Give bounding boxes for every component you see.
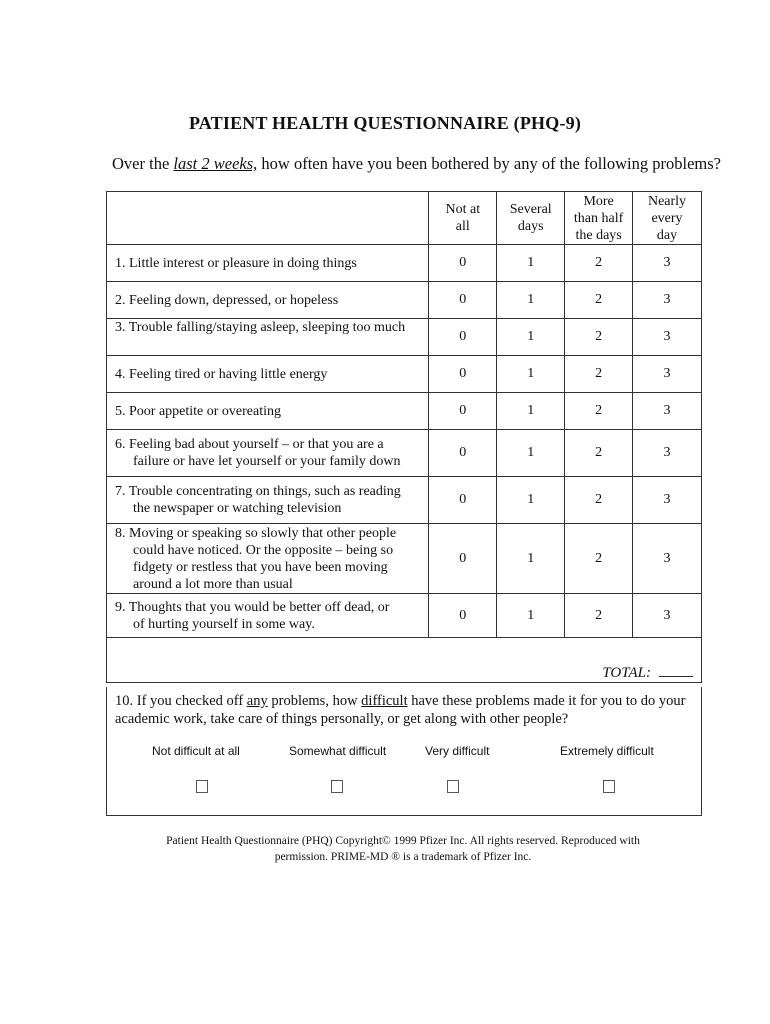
question-line: 1. Little interest or pleasure in doing things xyxy=(115,255,357,271)
checkbox-not-difficult[interactable] xyxy=(196,780,208,793)
instructions xyxy=(112,154,721,174)
question-10-text: 10. If you checked off any problems, how difficult have these problems made it for you to do your academic work, take care of things personally, or get along with other people? xyxy=(115,693,686,727)
checkbox-very-difficult[interactable] xyxy=(447,780,459,793)
checkbox-extremely-difficult[interactable] xyxy=(603,780,615,793)
instructions-emphasis: last 2 weeks, xyxy=(173,154,258,173)
score-option[interactable]: 0 xyxy=(429,477,497,524)
question-line: 4. Feeling tired or having little energy xyxy=(115,366,328,382)
score-option[interactable]: 0 xyxy=(429,319,497,356)
score-option[interactable]: 1 xyxy=(497,282,565,319)
header-row xyxy=(107,192,702,245)
score-option[interactable]: 2 xyxy=(565,594,633,638)
score-option[interactable]: 3 xyxy=(633,356,702,393)
question-text xyxy=(107,430,429,477)
footer-line-1: Patient Health Questionnaire (PHQ) Copyright© 1999 Pfizer Inc. All rights reserved. Reproduced with xyxy=(166,835,640,847)
page-title: PATIENT HEALTH QUESTIONNAIRE (PHQ-9) xyxy=(188,113,582,133)
score-option[interactable]: 0 xyxy=(429,282,497,319)
instructions-rest: how often have you been bothered by any of the following problems? xyxy=(257,154,721,173)
question-row xyxy=(107,430,702,477)
option-very-difficult: Very difficult xyxy=(425,744,490,758)
score-option[interactable]: 1 xyxy=(497,477,565,524)
question-line: 8. Moving or speaking so slowly that other people xyxy=(115,525,397,541)
question-row xyxy=(107,524,702,594)
total-row xyxy=(107,638,702,683)
question-line: 3. Trouble falling/staying asleep, sleeping too much xyxy=(115,320,406,335)
score-option[interactable]: 3 xyxy=(633,430,702,477)
score-option[interactable]: 3 xyxy=(633,282,702,319)
question-line: failure or have let yourself or your family down xyxy=(133,454,401,469)
question-text xyxy=(107,319,429,356)
score-option[interactable]: 2 xyxy=(565,393,633,430)
score-option[interactable]: 2 xyxy=(565,245,633,282)
score-option[interactable]: 1 xyxy=(497,319,565,356)
score-option[interactable]: 2 xyxy=(565,282,633,319)
score-option[interactable]: 0 xyxy=(429,594,497,638)
question-text xyxy=(107,393,429,430)
question-text xyxy=(107,524,429,594)
question-line: 9. Thoughts that you would be better off dead, or xyxy=(115,599,390,615)
question-text xyxy=(107,245,429,282)
question-line: 7. Trouble concentrating on things, such as reading xyxy=(115,484,401,499)
header-blank-cell xyxy=(107,192,429,245)
score-option[interactable]: 0 xyxy=(429,430,497,477)
score-option[interactable]: 3 xyxy=(633,245,702,282)
question-10-box xyxy=(106,687,702,816)
score-option[interactable]: 0 xyxy=(429,245,497,282)
question-line: of hurting yourself in some way. xyxy=(133,616,315,632)
question-line: the newspaper or watching television xyxy=(133,501,342,516)
column-header-several-days: Several days xyxy=(497,192,565,245)
copyright-footer xyxy=(106,833,700,865)
question-row xyxy=(107,245,702,282)
score-option[interactable]: 1 xyxy=(497,524,565,594)
score-option[interactable]: 2 xyxy=(565,524,633,594)
score-option[interactable]: 0 xyxy=(429,393,497,430)
score-option[interactable]: 3 xyxy=(633,477,702,524)
column-header-nearly-every-day: Nearly every day xyxy=(633,192,702,245)
question-line: 5. Poor appetite or overeating xyxy=(115,403,282,419)
column-header-not-at-all: Not at all xyxy=(429,192,497,245)
score-option[interactable]: 1 xyxy=(497,430,565,477)
total-label: TOTAL: xyxy=(602,665,651,681)
question-text xyxy=(107,477,429,524)
question-line: around a lot more than usual xyxy=(133,576,293,592)
score-option[interactable]: 1 xyxy=(497,245,565,282)
question-line: 2. Feeling down, depressed, or hopeless xyxy=(115,292,339,308)
score-option[interactable]: 2 xyxy=(565,356,633,393)
option-extremely-difficult: Extremely difficult xyxy=(560,744,654,758)
total-cell xyxy=(107,638,702,683)
score-option[interactable]: 2 xyxy=(565,430,633,477)
question-line: could have noticed. Or the opposite – being so xyxy=(133,542,394,558)
questionnaire-table xyxy=(106,191,702,683)
score-option[interactable]: 0 xyxy=(429,356,497,393)
question-text xyxy=(107,356,429,393)
footer-line-2: permission. PRIME-MD ® is a trademark of Pfizer Inc. xyxy=(274,851,532,863)
total-blank[interactable] xyxy=(659,676,693,677)
question-text xyxy=(107,594,429,638)
question-line: fidgety or restless that you have been moving xyxy=(133,559,388,575)
question-row xyxy=(107,477,702,524)
question-text xyxy=(107,282,429,319)
score-option[interactable]: 1 xyxy=(497,393,565,430)
score-option[interactable]: 3 xyxy=(633,594,702,638)
question-row xyxy=(107,319,702,356)
checkbox-somewhat-difficult[interactable] xyxy=(331,780,343,793)
option-somewhat-difficult: Somewhat difficult xyxy=(289,744,387,758)
score-option[interactable]: 1 xyxy=(497,356,565,393)
score-option[interactable]: 1 xyxy=(497,594,565,638)
question-row xyxy=(107,393,702,430)
score-option[interactable]: 2 xyxy=(565,319,633,356)
option-not-difficult: Not difficult at all xyxy=(152,744,240,758)
score-option[interactable]: 2 xyxy=(565,477,633,524)
question-row xyxy=(107,356,702,393)
question-line: 6. Feeling bad about yourself – or that you are a xyxy=(115,437,384,452)
score-option[interactable]: 0 xyxy=(429,524,497,594)
instructions-lead: Over the xyxy=(112,154,174,173)
score-option[interactable]: 3 xyxy=(633,524,702,594)
question-row xyxy=(107,282,702,319)
score-option[interactable]: 3 xyxy=(633,319,702,356)
score-option[interactable]: 3 xyxy=(633,393,702,430)
column-header-more-than-half: More than half the days xyxy=(565,192,633,245)
question-row xyxy=(107,594,702,638)
